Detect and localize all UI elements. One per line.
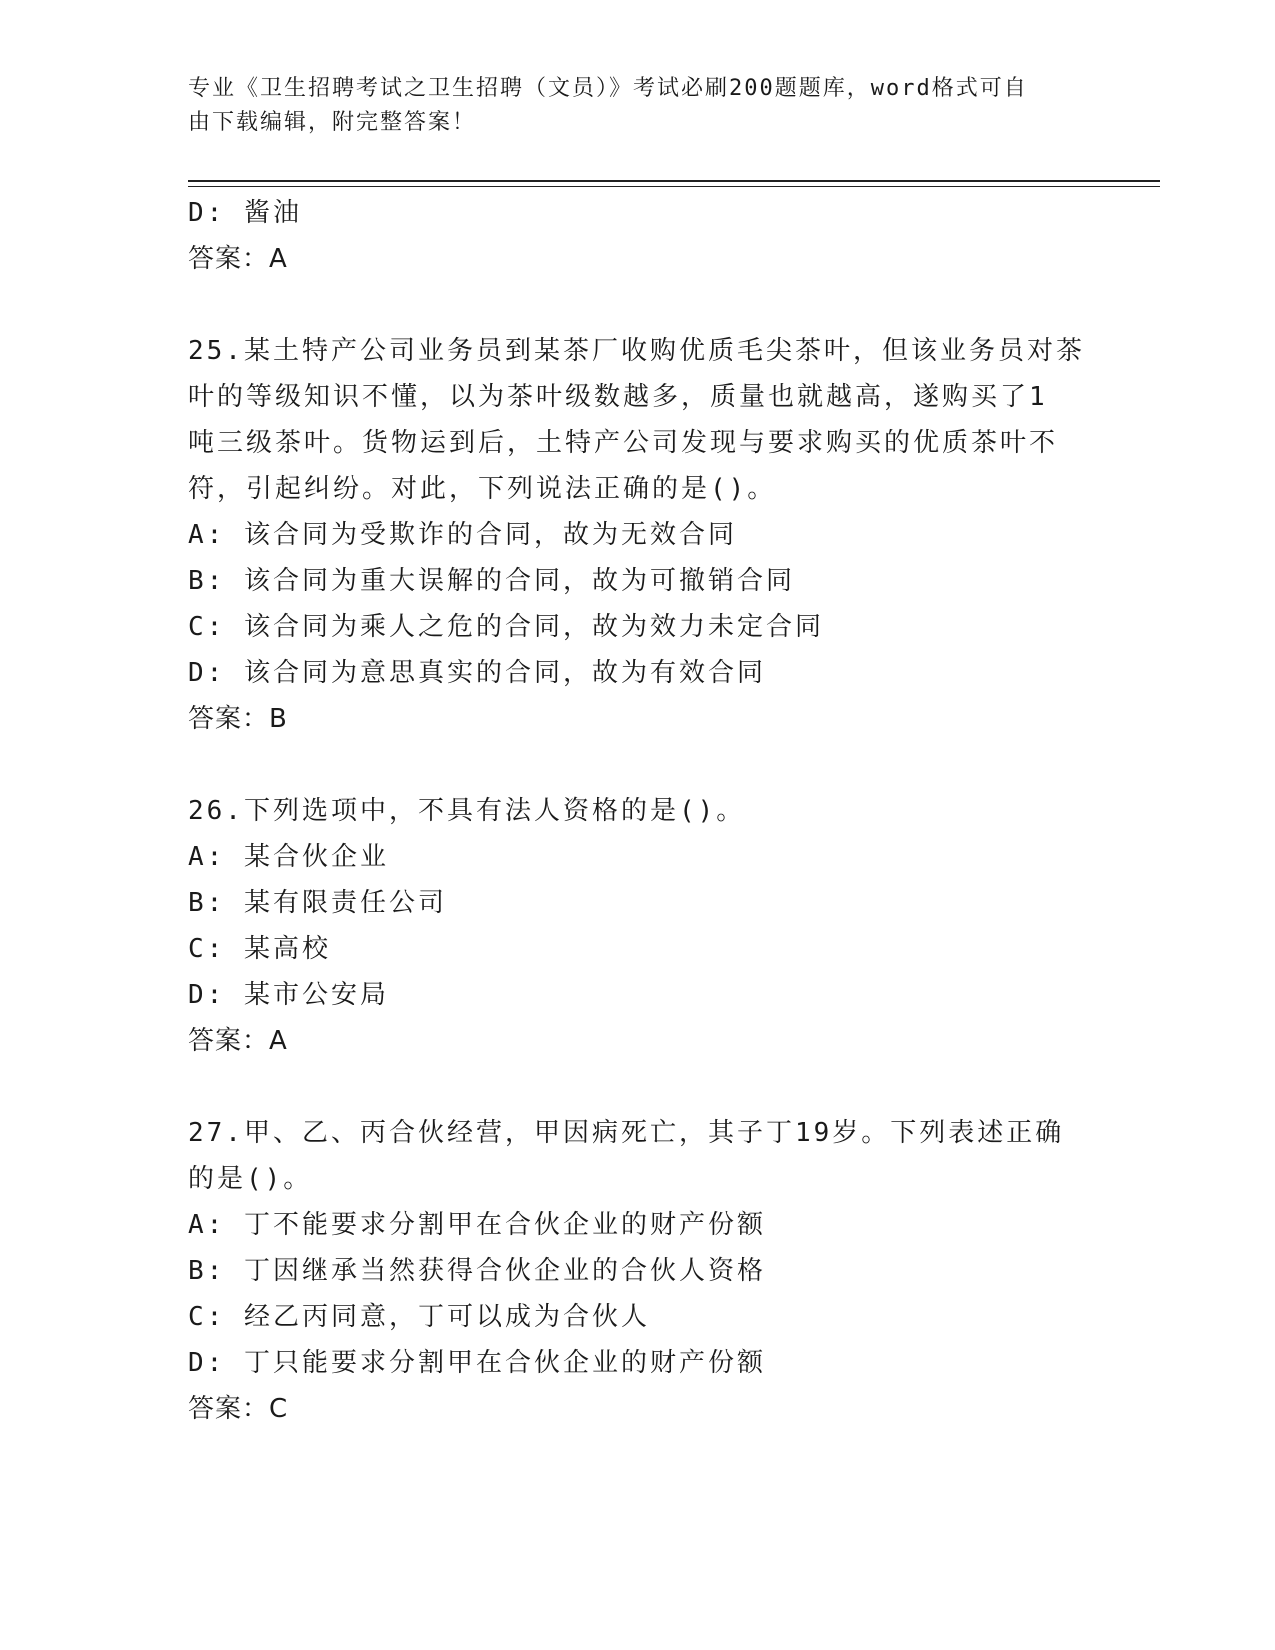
question-25 bbox=[188, 328, 1088, 742]
question-text-line: 26.下列选项中，不具有法人资格的是()。 bbox=[188, 796, 746, 826]
question-text-line: 叶的等级知识不懂，以为茶叶级数越多，质量也就越高，遂购买了1 bbox=[188, 382, 1048, 412]
answer: 答案：A bbox=[188, 1026, 288, 1056]
spacer bbox=[188, 1064, 1088, 1110]
question-27 bbox=[188, 1110, 1088, 1432]
spacer bbox=[188, 742, 1088, 788]
option-c: C: 经乙丙同意，丁可以成为合伙人 bbox=[188, 1302, 650, 1332]
answer: 答案：C bbox=[188, 1394, 289, 1424]
option-a: A: 该合同为受欺诈的合同，故为无效合同 bbox=[188, 520, 737, 550]
option-d: D: 某市公安局 bbox=[188, 980, 389, 1010]
option-d: D: 丁只能要求分割甲在合伙企业的财产份额 bbox=[188, 1348, 766, 1378]
option-c: C: 某高校 bbox=[188, 934, 331, 964]
option-b: B: 某有限责任公司 bbox=[188, 888, 447, 918]
question-text-line: 的是()。 bbox=[188, 1164, 313, 1194]
header-divider-thick bbox=[188, 180, 1160, 182]
option-a: A: 某合伙企业 bbox=[188, 842, 389, 872]
spacer bbox=[188, 282, 1088, 328]
answer: 答案：B bbox=[188, 704, 288, 734]
option-b: B: 该合同为重大误解的合同，故为可撤销合同 bbox=[188, 566, 795, 596]
document-header bbox=[188, 72, 1088, 140]
question-text-line: 25.某土特产公司业务员到某茶厂收购优质毛尖茶叶，但该业务员对茶 bbox=[188, 336, 1085, 366]
header-line-2: 由下载编辑，附完整答案！ bbox=[188, 110, 477, 135]
prev-option-d: D: 酱油 bbox=[188, 198, 302, 228]
option-c: C: 该合同为乘人之危的合同，故为效力未定合同 bbox=[188, 612, 824, 642]
header-line-1: 专业《卫生招聘考试之卫生招聘（文员）》考试必刷200题题库，word格式可自 bbox=[188, 76, 1028, 101]
question-26 bbox=[188, 788, 1088, 1064]
option-d: D: 该合同为意思真实的合同，故为有效合同 bbox=[188, 658, 766, 688]
header-divider-thin bbox=[188, 186, 1160, 187]
option-b: B: 丁因继承当然获得合伙企业的合伙人资格 bbox=[188, 1256, 766, 1286]
option-a: A: 丁不能要求分割甲在合伙企业的财产份额 bbox=[188, 1210, 766, 1240]
question-text-line: 27.甲、乙、丙合伙经营，甲因病死亡，其子丁19岁。下列表述正确 bbox=[188, 1118, 1065, 1148]
question-list bbox=[188, 190, 1088, 1432]
prev-answer: 答案：A bbox=[188, 244, 288, 274]
question-text-line: 符，引起纠纷。对此，下列说法正确的是()。 bbox=[188, 474, 777, 504]
question-text-line: 吨三级茶叶。货物运到后，土特产公司发现与要求购买的优质茶叶不 bbox=[188, 428, 1059, 458]
